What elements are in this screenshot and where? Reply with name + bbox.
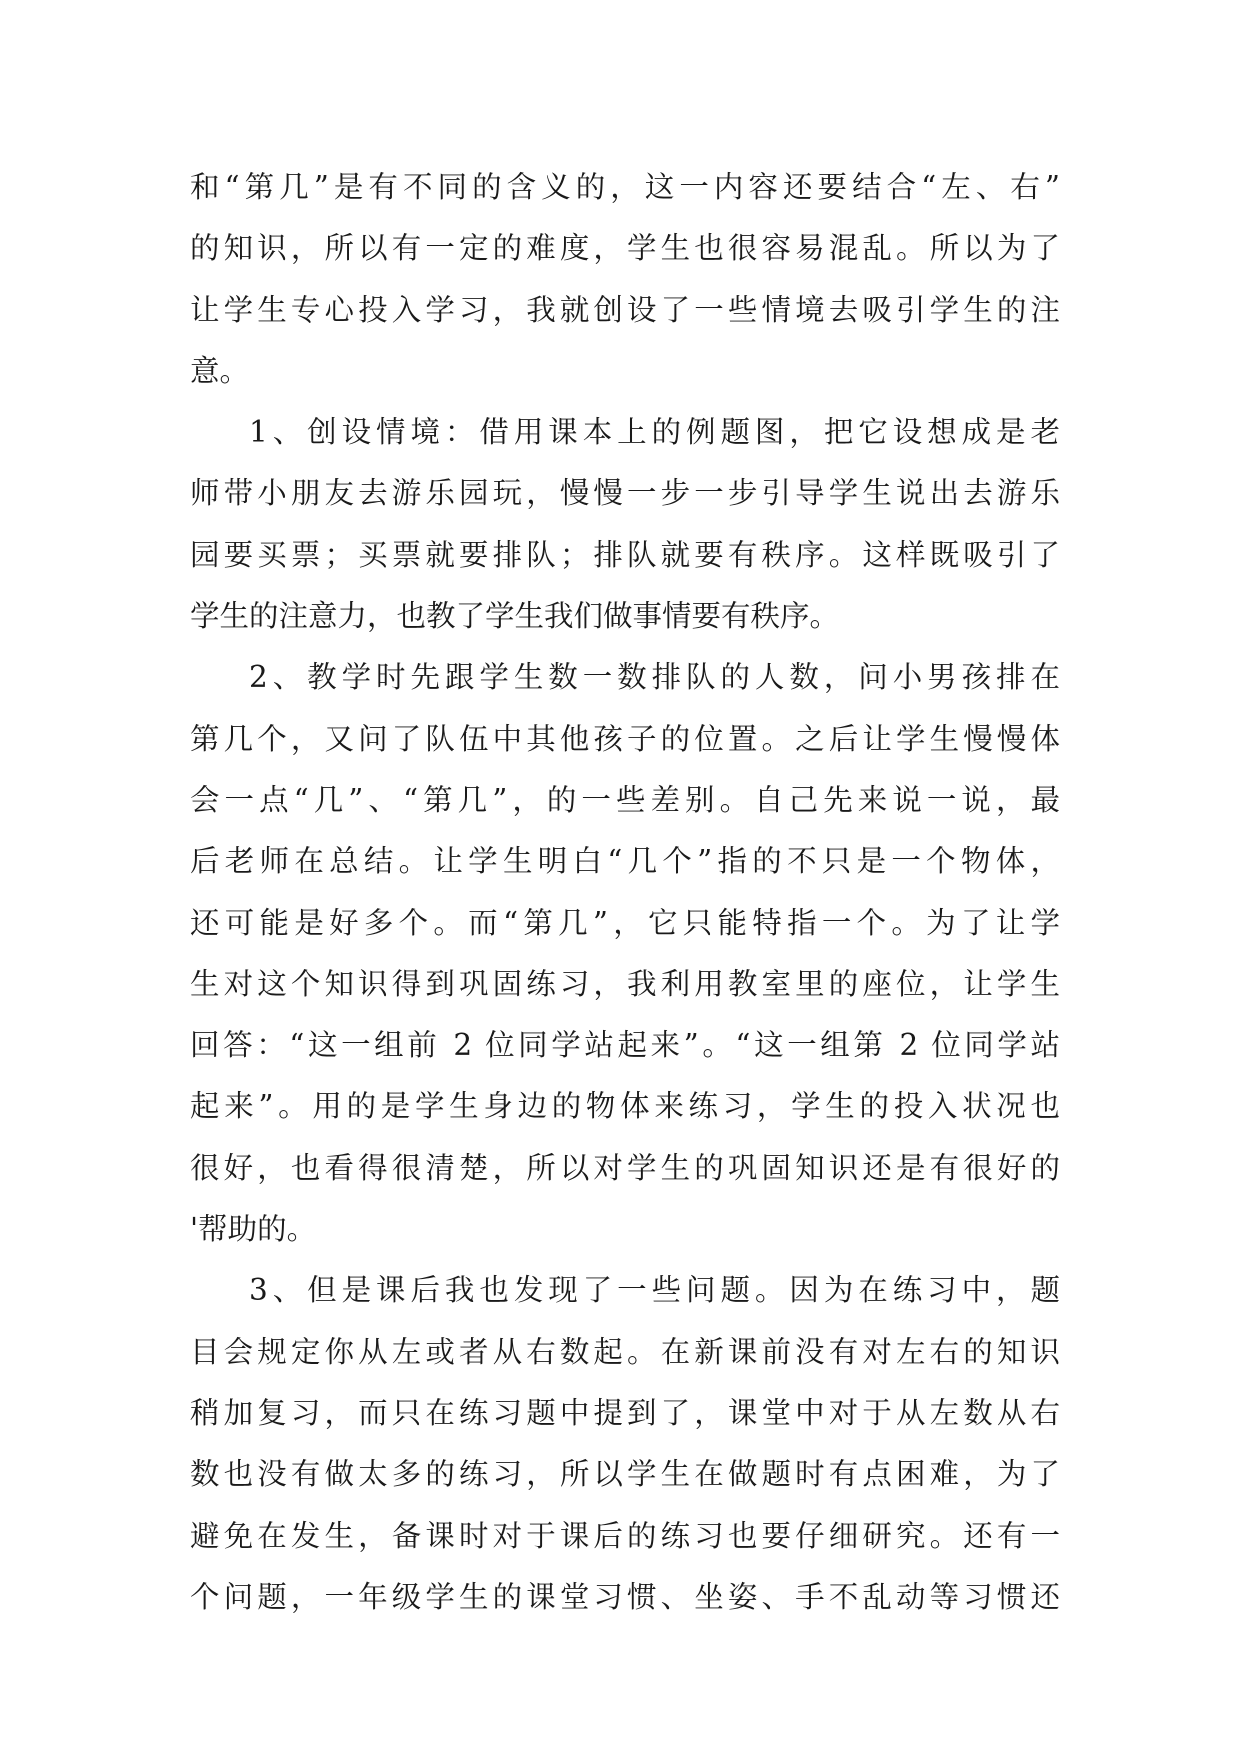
text-line: 意。 [190,353,250,388]
text-line: 稍加复习，而只在练习题中提到了，课堂中对于从左数从右 [190,1395,1060,1430]
document-body [190,157,1060,1628]
text-line: 第几个，又问了队伍中其他孩子的位置。之后让学生慢慢体 [190,721,1060,756]
text-line: 师带小朋友去游乐园玩，慢慢一步一步引导学生说出去游乐 [190,476,1060,511]
paragraph-2-first-line: 2、教学时先跟学生数一数排队的人数，问小男孩排在 [249,660,1060,695]
text-line: '帮助的。 [190,1212,317,1247]
paragraph-1-first-line: 1、创设情境：借用课本上的例题图，把它设想成是老 [249,415,1060,450]
text-line: 生对这个知识得到巩固练习，我利用教室里的座位，让学生 [190,966,1060,1001]
text-line: 学生的注意力，也教了学生我们做事情要有秩序。 [190,599,840,634]
text-line: 后老师在总结。让学生明白“几个”指的不只是一个物体， [190,844,1060,879]
text-line: 园要买票；买票就要排队；排队就要有秩序。这样既吸引了 [190,537,1060,572]
text-line: 目会规定你从左或者从右数起。在新课前没有对左右的知识 [190,1334,1060,1369]
text-line: 让学生专心投入学习，我就创设了一些情境去吸引学生的注 [190,292,1060,327]
text-line: 数也没有做太多的练习，所以学生在做题时有点困难，为了 [190,1457,1060,1492]
paragraph-3-first-line: 3、但是课后我也发现了一些问题。因为在练习中，题 [249,1273,1060,1308]
text-line: 个问题，一年级学生的课堂习惯、坐姿、手不乱动等习惯还 [190,1579,1060,1614]
text-line: 的知识，所以有一定的难度，学生也很容易混乱。所以为了 [190,231,1060,266]
text-line: 起来”。用的是学生身边的物体来练习，学生的投入状况也 [190,1089,1060,1124]
text-line: 避免在发生，备课时对于课后的练习也要仔细研究。还有一 [190,1518,1060,1553]
text-line: 还可能是好多个。而“第几”，它只能特指一个。为了让学 [190,905,1060,940]
text-line: 回答：“这一组前 2 位同学站起来”。“这一组第 2 位同学站 [190,1028,1060,1063]
text-line: 和“第几”是有不同的含义的，这一内容还要结合“左、右” [190,170,1060,204]
text-line: 会一点“几”、“第几”，的一些差别。自己先来说一说，最 [190,782,1060,817]
text-line: 很好，也看得很清楚，所以对学生的巩固知识还是有很好的 [190,1150,1060,1185]
